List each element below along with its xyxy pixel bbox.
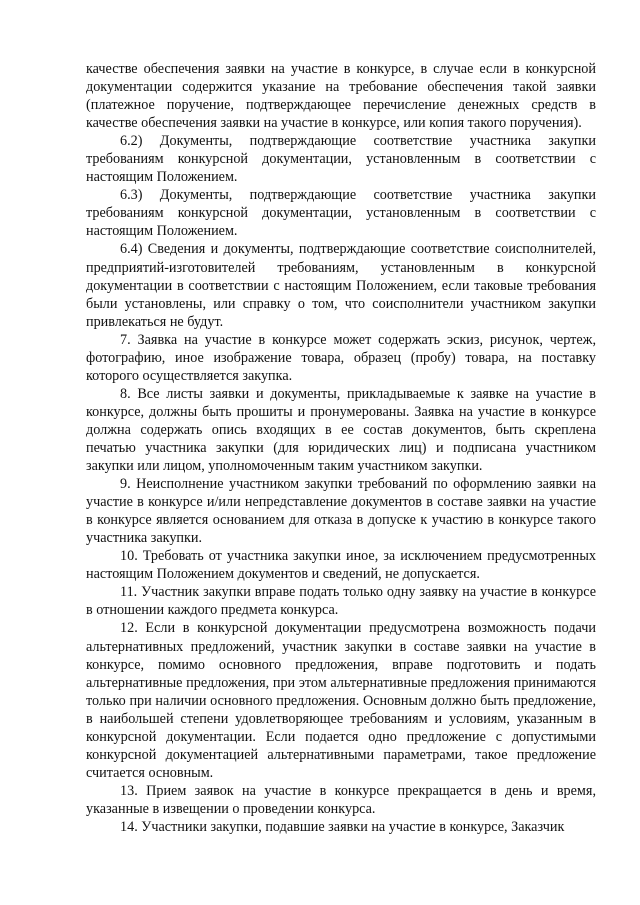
paragraph-12: 12. Если в конкурсной документации предусмотрена возможность подачи альтернативных предложений, участник закупки в составе заявки на участие в конкурсе, помимо основного предложения, вправе подготовить и подать альтернативные предложения, при этом альтернативные предложения принимаются только при наличии основного предложения. Основным должно быть предложение, в наибольшей степени удовлетворяющее требованиям и условиям, указанным в конкурсной документации. Если подается одно предложение с допустимыми конкурсной документацией альтернативными параметрами, такое предложение считается основным. [86,620,596,781]
paragraph-14: 14. Участники закупки, подавшие заявки на участие в конкурсе, Заказчик [120,818,565,835]
paragraph-13: 13. Прием заявок на участие в конкурсе прекращается в день и время, указанные в извещении о проведении конкурса. [86,782,596,817]
paragraph-10: 10. Требовать от участника закупки иное, за исключением предусмотренных настоящим Положением документов и сведений, не допускается. [86,548,596,583]
paragraph-6-2: 6.2) Документы, подтверждающие соответствие участника закупки требованиям конкурсной документации, установленным в соответствии с настоящим Положением. [86,133,596,186]
paragraph-6-3: 6.3) Документы, подтверждающие соответствие участника закупки требованиям конкурсной документации, установленным в соответствии с настоящим Положением. [86,187,596,240]
paragraph-8: 8. Все листы заявки и документы, прикладываемые к заявке на участие в конкурсе, должны быть прошиты и пронумерованы. Заявка на участие в конкурсе должна содержать опись входящих в ее состав документов, быть скреплена печатью участника закупки (для юридических лиц) и подписана участником закупки или лицом, уполномоченным таким участником закупки. [86,385,596,475]
document-page [86,60,596,836]
paragraph-continuation: качестве обеспечения заявки на участие в конкурсе, в случае если в конкурсной документации содержится указание на требование обеспечения такой заявки (платежное поручение, подтверждающее перечисление денежных средств в качестве обеспечения заявки на участие в конкурсе, или копия такого поручения). [86,61,596,132]
paragraph-11: 11. Участник закупки вправе подать только одну заявку на участие в конкурсе в отношении каждого предмета конкурса. [86,584,596,619]
paragraph-7: 7. Заявка на участие в конкурсе может содержать эскиз, рисунок, чертеж, фотографию, иное изображение товара, образец (пробу) товара, на поставку которого осуществляется закупка. [86,331,596,384]
paragraph-6-4: 6.4) Сведения и документы, подтверждающие соответствие соисполнителей, предприятий-изготовителей требованиям, установленным в конкурсной документации в соответствии с настоящим Положением, если таковые требования были установлены, или справку о том, что соисполнители участником закупки привлекаться не будут. [86,241,596,330]
paragraph-9: 9. Неисполнение участником закупки требований по оформлению заявки на участие в конкурсе и/или непредставление документов в составе заявки на участие в конкурсе является основанием для отказа в допуске к участию в конкурсе такого участника закупки. [86,476,596,547]
